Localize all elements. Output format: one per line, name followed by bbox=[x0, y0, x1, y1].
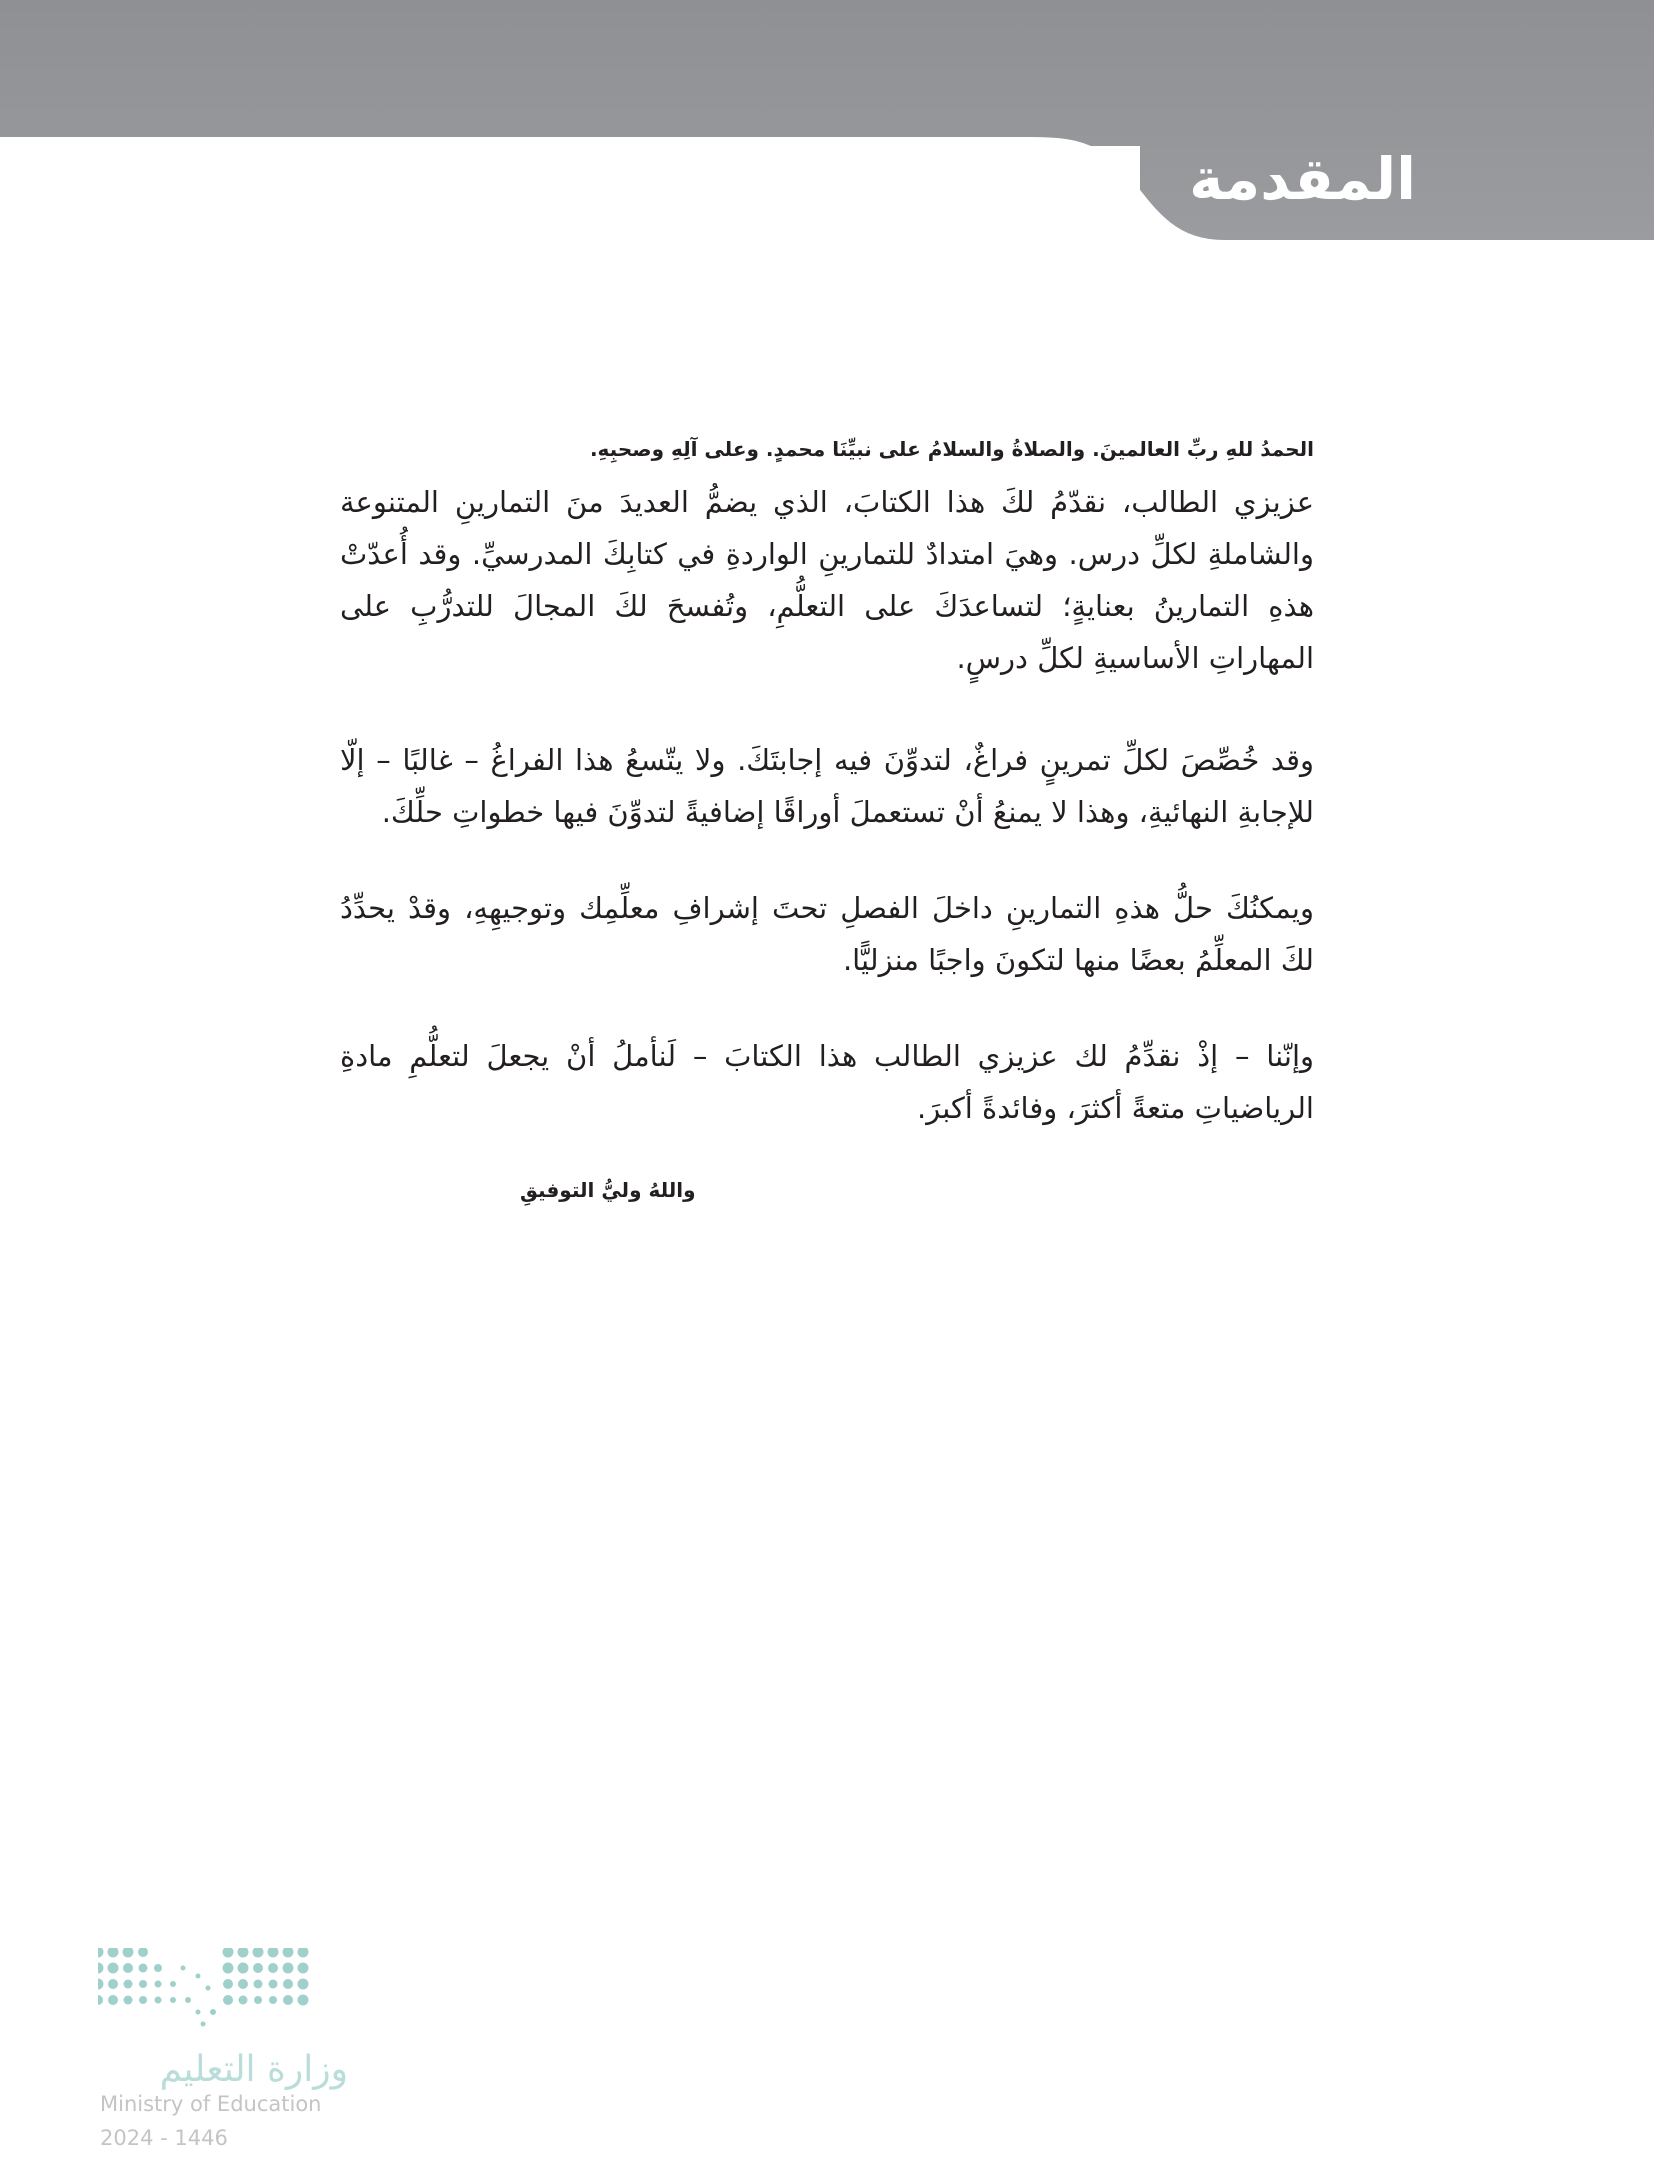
ministry-logo-icon bbox=[98, 1948, 358, 2028]
introduction-body bbox=[340, 430, 1314, 1202]
paragraph-3: ويمكنُكَ حلُّ هذهِ التمارينِ داخلَ الفصلِ تحتَ إشرافِ معلِّمِك وتوجيهِهِ، وقدْ يحدِّدُ لكَ المعلِّمُ بعضًا منها لتكونَ واجبًا منزليًّا. bbox=[340, 891, 1314, 977]
edition-year: 2024 - 1446 bbox=[100, 2126, 228, 2150]
ministry-name-arabic: وزارة التعليم bbox=[159, 2049, 348, 2090]
opening-line: الحمدُ للهِ ربِّ العالمينَ. والصلاةُ والسلامُ على نبيِّنَا محمدٍ. وعلى آلِهِ وصحبِهِ. bbox=[589, 437, 1314, 461]
ministry-name-english: Ministry of Education bbox=[100, 2092, 322, 2116]
header-band bbox=[0, 0, 1654, 260]
paragraph-4: وإنّنا – إذْ نقدِّمُ لك عزيزي الطالب هذا الكتابَ – لَنأملُ أنْ يجعلَ لتعلُّمِ مادةِ الرياضياتِ متعةً أكثرَ، وفائدةً أكبرَ. bbox=[340, 1039, 1314, 1125]
page-title: المقدمة bbox=[1189, 145, 1416, 213]
closing-line: واللهُ وليُّ التوفيقِ bbox=[520, 1178, 696, 1202]
paragraph-2: وقد خُصِّصَ لكلِّ تمرينٍ فراغٌ، لتدوِّنَ فيه إجابتَكَ. ولا يتّسعُ هذا الفراغُ – غالبًا – إلّا للإجابةِ النهائيةِ، وهذا لا يمنعُ أنْ تستعملَ أوراقًا إضافيةً لتدوِّنَ فيها خطواتِ حلِّكَ. bbox=[340, 743, 1314, 829]
paragraph-1: عزيزي الطالب، نقدّمُ لكَ هذا الكتابَ، الذي يضمُّ العديدَ منَ التمارينِ المتنوعة والشاملةِ لكلِّ درس. وهيَ امتدادٌ للتمارينِ الواردةِ في كتابِكَ المدرسيِّ. وقد أُعدّتْ هذهِ التمارينُ بعنايةٍ؛ لتساعدَكَ على التعلُّمِ، وتُفسحَ لكَ المجالَ للتدرُّبِ على المهاراتِ الأساسيةِ لكلِّ درسٍ. bbox=[340, 485, 1314, 675]
